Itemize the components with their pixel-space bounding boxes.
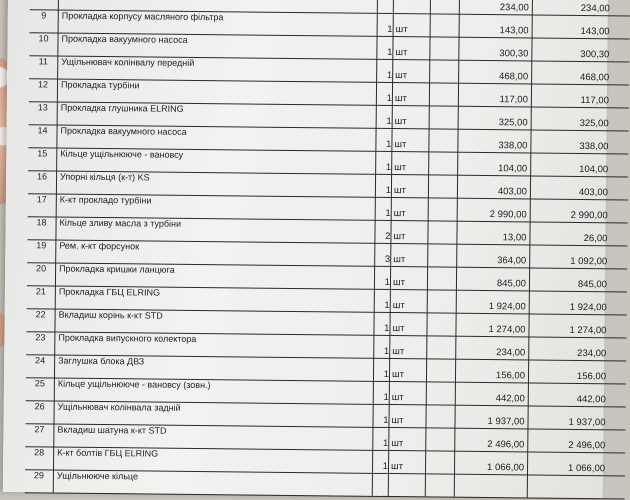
empty-column	[427, 358, 456, 381]
item-name: Ущільнювач колінвалу передній	[57, 56, 377, 82]
item-unit: шт	[391, 197, 429, 220]
item-price: 13,00	[456, 221, 530, 245]
item-quantity	[378, 0, 394, 13]
item-unit: шт	[389, 312, 427, 335]
row-number: 18	[27, 216, 56, 239]
item-price: 325,00	[458, 106, 532, 130]
item-unit: шт	[390, 220, 428, 243]
item-price: 156,00	[455, 359, 529, 383]
item-quantity: 1	[377, 36, 393, 59]
empty-column	[429, 151, 458, 174]
item-quantity: 1	[373, 427, 389, 450]
item-name: Прокладка вакуумного насоса	[56, 125, 376, 151]
empty-column	[426, 473, 455, 496]
row-number: 13	[29, 101, 58, 124]
item-quantity: 1	[376, 197, 392, 220]
table-row	[25, 469, 625, 499]
item-name: Прокладка глушника ELRING	[57, 102, 377, 128]
empty-column	[427, 381, 456, 404]
row-number: 23	[26, 331, 55, 354]
item-unit: шт	[389, 335, 427, 358]
item-sum: 468,00	[580, 71, 610, 84]
item-name: Прокладка ГБЦ ELRING	[55, 286, 375, 312]
item-sum: 325,00	[579, 117, 609, 130]
row-number: 28	[25, 446, 54, 469]
item-unit: шт	[390, 243, 428, 266]
item-price: 1 066,00	[454, 451, 528, 475]
item-name: Упорні кільця (к-т) KS	[56, 171, 376, 197]
item-price: 403,00	[457, 175, 531, 199]
item-sum	[528, 474, 608, 498]
item-quantity: 1	[373, 404, 389, 427]
item-price: 1 274,00	[455, 313, 529, 337]
empty-column	[430, 105, 459, 128]
item-sum: 1 924,00	[569, 301, 607, 314]
item-name: К-кт прокладо турбіни	[56, 194, 376, 220]
item-unit	[393, 0, 431, 13]
empty-column	[430, 36, 459, 59]
empty-column	[428, 220, 457, 243]
item-price: 104,00	[457, 152, 531, 176]
row-number: 21	[27, 285, 56, 308]
item-sum: 1 066,00	[568, 462, 606, 475]
empty-column	[427, 335, 456, 358]
empty-column	[430, 82, 459, 105]
item-unit: шт	[392, 82, 430, 105]
row-number: 9	[30, 9, 59, 32]
item-quantity: 1	[376, 128, 392, 151]
row-number: 17	[28, 193, 57, 216]
item-name: Прокладка вакуумного насоса	[57, 33, 377, 59]
item-price: 1 924,00	[456, 290, 530, 314]
empty-column	[429, 197, 458, 220]
item-name: Прокладка кришки ланцюга	[55, 263, 375, 289]
item-price	[454, 474, 528, 498]
item-quantity: 1	[375, 266, 391, 289]
row-number: 24	[26, 354, 55, 377]
item-name: Прокладка турбіни	[57, 79, 377, 105]
item-unit: шт	[389, 381, 427, 404]
row-number: 14	[28, 124, 57, 147]
item-price: 143,00	[459, 14, 533, 38]
empty-column	[428, 266, 457, 289]
item-name: Заглушка блока ДВЗ	[54, 355, 374, 381]
row-number: 26	[25, 400, 54, 423]
item-name: Ущільнювач колінвала задній	[53, 401, 373, 427]
item-quantity: 3	[375, 243, 391, 266]
item-quantity: 1	[377, 82, 393, 105]
item-sum: 2 496,00	[568, 439, 606, 452]
item-sum: 26,00	[583, 233, 608, 245]
item-unit: шт	[391, 174, 429, 197]
item-sum: 156,00	[576, 370, 607, 383]
empty-column	[427, 312, 456, 335]
item-quantity: 1	[374, 312, 390, 335]
item-price: 468,00	[458, 60, 532, 84]
item-quantity: 1	[376, 174, 392, 197]
item-sum: 300,30	[580, 48, 610, 61]
item-quantity: 1	[374, 381, 390, 404]
row-number: 10	[29, 32, 58, 55]
item-sum: 2 990,00	[570, 209, 608, 222]
item-sum: 143,00	[580, 25, 610, 38]
row-number: 20	[27, 262, 56, 285]
item-unit	[388, 473, 426, 496]
item-unit: шт	[392, 36, 430, 59]
item-quantity: 1	[378, 13, 394, 36]
row-number: 29	[25, 469, 54, 492]
row-number: 15	[28, 147, 57, 170]
empty-column	[428, 289, 457, 312]
item-sum: 104,00	[579, 163, 609, 176]
item-quantity	[373, 473, 389, 496]
item-quantity: 1	[375, 289, 391, 312]
item-unit: шт	[391, 128, 429, 151]
item-quantity: 1	[377, 59, 393, 82]
item-sum: 403,00	[578, 186, 608, 199]
item-quantity: 1	[374, 335, 390, 358]
row-number: 19	[27, 239, 56, 262]
item-price: 1 937,00	[454, 405, 528, 429]
item-unit: шт	[390, 266, 428, 289]
item-name: К-кт болтів ГБЦ ELRING	[53, 446, 373, 472]
item-unit: шт	[390, 289, 428, 312]
item-quantity: 1	[376, 151, 392, 174]
item-name: Кільце ущільнююче - вановсу	[56, 148, 376, 174]
item-sum: 234,00	[577, 347, 607, 360]
row-number: 16	[28, 170, 57, 193]
item-price: 234,00	[459, 0, 533, 14]
item-unit: шт	[389, 358, 427, 381]
row-number: 25	[26, 377, 55, 400]
row-number: 12	[29, 78, 58, 101]
item-price: 2 990,00	[457, 198, 531, 222]
item-sum: 1 274,00	[569, 324, 607, 337]
row-number: 11	[29, 55, 58, 78]
item-name: Вкладиш шатуна к-кт STD	[53, 423, 373, 449]
item-price: 364,00	[456, 244, 530, 268]
item-price: 442,00	[455, 382, 529, 406]
item-name: Прокладка корпусу масляного фільтра	[58, 10, 378, 36]
item-sum: 338,00	[579, 140, 609, 153]
item-price: 338,00	[457, 129, 531, 153]
item-sum: 1 092,00	[570, 255, 608, 268]
item-sum: 234,00	[580, 2, 610, 15]
item-price: 234,00	[455, 336, 529, 360]
item-sum: 845,00	[577, 278, 608, 291]
item-name: Ущільнююче кільце	[53, 469, 373, 495]
item-quantity: 1	[377, 105, 393, 128]
empty-column	[428, 243, 457, 266]
empty-column	[429, 174, 458, 197]
item-price: 300,30	[458, 37, 532, 61]
empty-column	[426, 404, 455, 427]
invoice-sheet	[3, 0, 608, 498]
item-sum: 1 937,00	[568, 416, 606, 429]
item-price: 2 496,00	[454, 428, 528, 452]
item-price: 117,00	[458, 83, 532, 107]
item-quantity: 1	[374, 358, 390, 381]
empty-column	[431, 0, 460, 14]
item-name: Прокладка випускного колектора	[54, 332, 374, 358]
item-unit: шт	[388, 404, 426, 427]
row-number: 22	[26, 308, 55, 331]
empty-column	[430, 59, 459, 82]
item-quantity: 1	[373, 450, 389, 473]
item-name: Рем. к-кт форсунок	[55, 240, 375, 266]
item-name: Вкладиш корінь к-кт STD	[54, 309, 374, 335]
item-name: Кільце ущільнююче - вановсу (зовн.)	[54, 378, 374, 404]
item-sum: 442,00	[576, 393, 606, 406]
item-price: 845,00	[456, 267, 530, 291]
row-number	[30, 0, 59, 10]
item-unit: шт	[393, 13, 431, 36]
item-unit: шт	[392, 105, 430, 128]
item-unit: шт	[388, 427, 426, 450]
item-unit: шт	[388, 450, 426, 473]
empty-column	[426, 450, 455, 473]
row-number: 27	[25, 423, 54, 446]
item-unit: шт	[392, 59, 430, 82]
empty-column	[431, 13, 460, 36]
item-name: Кільце зливу масла з турбіни	[55, 217, 375, 243]
empty-column	[429, 128, 458, 151]
empty-column	[426, 427, 455, 450]
item-unit: шт	[391, 151, 429, 174]
item-sum: 117,00	[580, 95, 609, 107]
item-quantity: 2	[375, 220, 391, 243]
